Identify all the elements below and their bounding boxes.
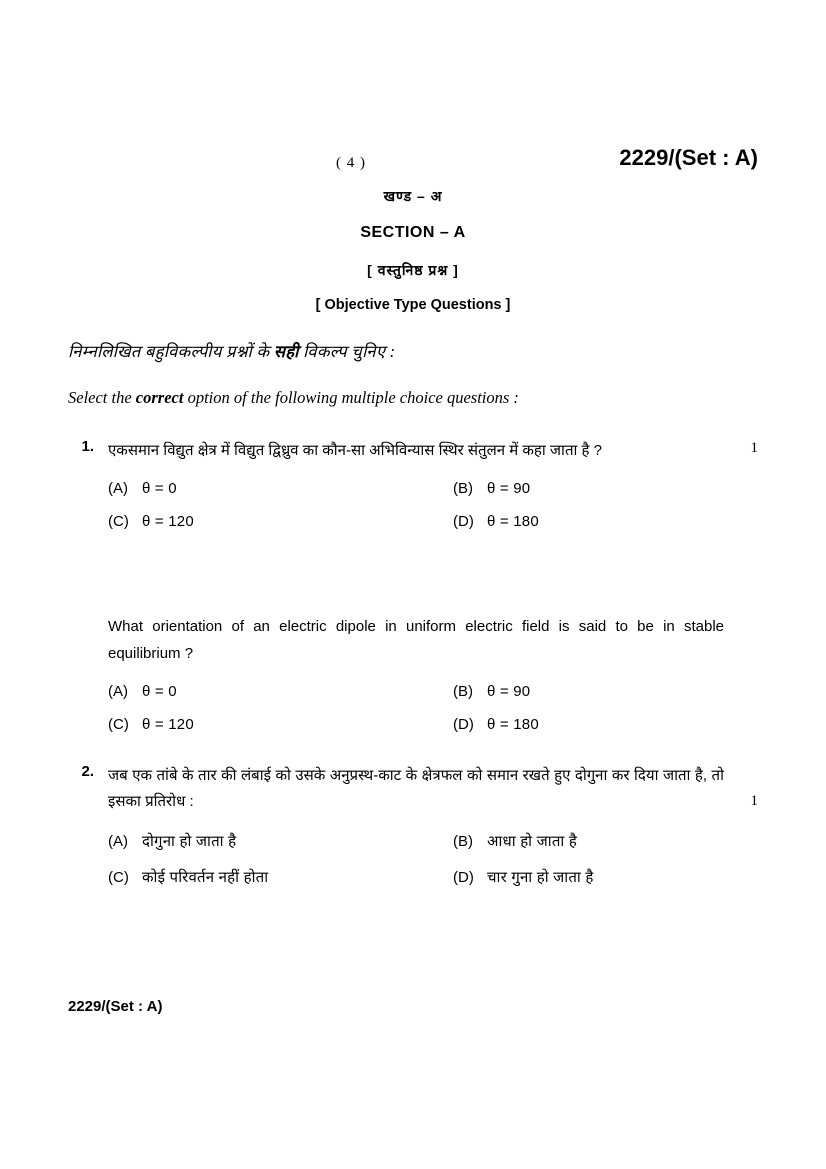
option-d[interactable] xyxy=(453,867,594,887)
option-b-text: आधा हो जाता है xyxy=(487,833,578,851)
question-1-body xyxy=(108,438,758,464)
page-header xyxy=(68,145,758,181)
option-a-text: θ = 0 xyxy=(142,682,177,700)
option-c-text: θ = 120 xyxy=(142,715,194,733)
page-number: ( 4 ) xyxy=(336,155,366,171)
option-row xyxy=(108,683,758,700)
question-1-marks: 1 xyxy=(750,440,758,456)
option-b[interactable] xyxy=(453,831,577,851)
option-c-label: (C) xyxy=(108,869,129,887)
option-row xyxy=(108,831,758,851)
option-b-label: (B) xyxy=(453,480,473,498)
option-c-text: θ = 120 xyxy=(142,513,194,531)
option-row xyxy=(108,513,758,530)
option-a-label: (A) xyxy=(108,682,128,700)
option-d-label: (D) xyxy=(453,869,474,887)
option-a[interactable] xyxy=(108,683,453,700)
option-c[interactable] xyxy=(108,513,453,530)
blank-space xyxy=(68,530,758,614)
question-1-text-hindi: एकसमान विद्युत क्षेत्र में विद्युत द्विध्रुव का कौन-सा अभिविन्यास स्थिर संतुलन में कहा जाता है ? xyxy=(108,442,603,459)
option-b-text: θ = 90 xyxy=(487,682,531,700)
option-b-label: (B) xyxy=(453,682,473,700)
option-b-label: (B) xyxy=(453,833,473,851)
question-2-marks: 1 xyxy=(750,792,758,809)
question-2-body xyxy=(108,763,758,816)
section-heading-english: SECTION – A xyxy=(360,224,466,241)
option-b[interactable] xyxy=(453,683,530,700)
paper-code-footer: 2229/(Set : A) xyxy=(68,998,163,1015)
page-content xyxy=(68,145,758,887)
option-c[interactable] xyxy=(108,867,453,887)
instruction-hindi-post: विकल्प चुनिए : xyxy=(298,342,396,361)
option-a-label: (A) xyxy=(108,833,128,851)
option-a[interactable] xyxy=(108,831,453,851)
option-b-text: θ = 90 xyxy=(487,480,531,498)
option-d-text: θ = 180 xyxy=(487,513,539,531)
option-a[interactable] xyxy=(108,480,453,497)
instruction-hindi-emphasis: सही xyxy=(273,342,299,361)
instruction-english-post: option of the following multiple choice questions : xyxy=(183,388,519,407)
option-row xyxy=(108,716,758,733)
option-c-label: (C) xyxy=(108,715,129,733)
option-row xyxy=(108,480,758,497)
instruction-english-emphasis: correct xyxy=(135,388,184,407)
question-2-number: 2. xyxy=(81,762,94,780)
option-row xyxy=(108,867,758,887)
question-1 xyxy=(68,438,758,733)
option-d-text: θ = 180 xyxy=(487,715,539,733)
option-a-label: (A) xyxy=(108,480,128,498)
option-d[interactable] xyxy=(453,716,539,733)
option-c[interactable] xyxy=(108,716,453,733)
option-d-text: चार गुना हो जाता है xyxy=(487,869,594,887)
objective-heading-english: [ Objective Type Questions ] xyxy=(315,297,511,313)
question-2-text-hindi: जब एक तांबे के तार की लंबाई को उसके अनुप्रस्थ-काट के क्षेत्रफल को समान रखते हुए दोगुना कर दिया जाता है, तो इसका प्रतिरोध : xyxy=(108,766,724,810)
option-a-text: θ = 0 xyxy=(142,480,177,498)
question-1-options-hindi xyxy=(108,480,758,530)
question-1-number: 1. xyxy=(81,438,94,455)
instruction-english-pre: Select the xyxy=(68,388,136,407)
option-d-label: (D) xyxy=(453,513,474,531)
instruction-hindi xyxy=(68,339,758,362)
section-heading-hindi: खण्ड – अ xyxy=(383,188,443,204)
instruction-english xyxy=(68,388,758,408)
paper-code-header: 2229/(Set : A) xyxy=(619,145,758,170)
question-1-options-english xyxy=(108,683,758,733)
question-2-options-hindi xyxy=(108,831,758,887)
instruction-hindi-pre: निम्नलिखित बहुविकल्पीय प्रश्नों के xyxy=(68,342,274,361)
option-c-label: (C) xyxy=(108,513,129,531)
option-a-text: दोगुना हो जाता है xyxy=(142,833,237,851)
option-d-label: (D) xyxy=(453,715,474,733)
question-1-body-english xyxy=(108,614,758,667)
option-c-text: कोई परिवर्तन नहीं होता xyxy=(142,869,269,887)
objective-heading-hindi: [ वस्तुनिष्ठ प्रश्न ] xyxy=(367,262,459,278)
question-1-text-english: What orientation of an electric dipole in uniform electric field is said to be in stable equilibrium ? xyxy=(108,618,724,662)
option-d[interactable] xyxy=(453,513,539,530)
option-b[interactable] xyxy=(453,480,530,497)
question-2 xyxy=(68,763,758,888)
